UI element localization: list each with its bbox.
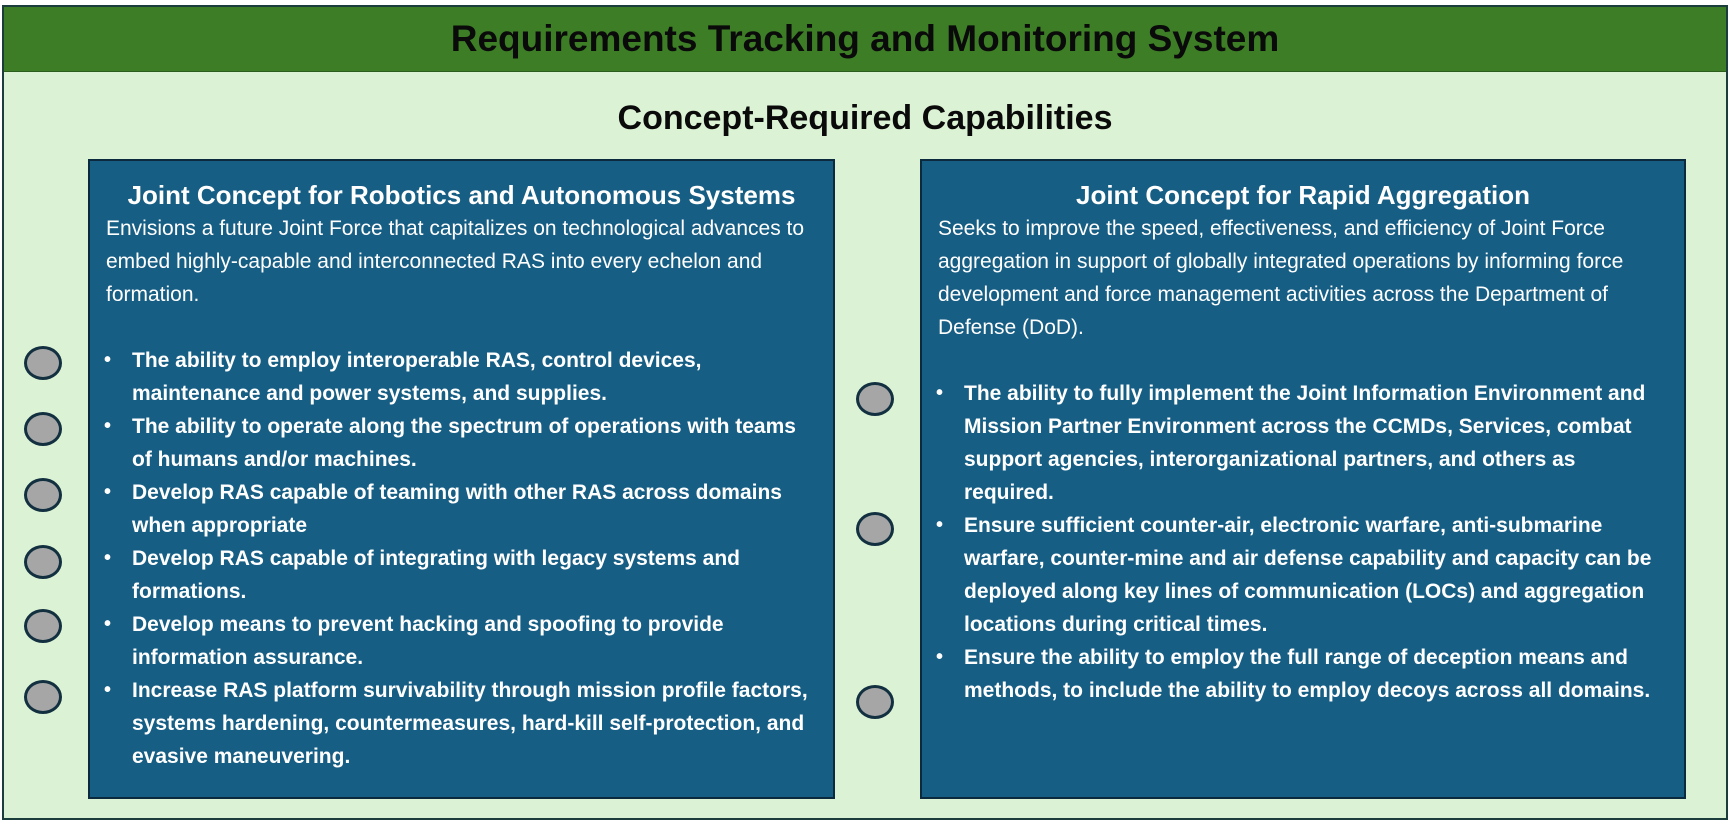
capability-item	[936, 377, 1670, 509]
capability-item	[104, 608, 819, 674]
capability-text: Ensure sufficient counter-air, electronic warfare, anti-submarine warfare, counter-mine and air defense capability and capacity can be deployed along key lines of communication (LOCs) and aggregation locations during critical times.	[964, 514, 1652, 636]
capability-item	[936, 509, 1670, 641]
bullet-icon: •	[104, 547, 112, 569]
section-title: Concept-Required Capabilities	[617, 99, 1113, 137]
capability-item	[104, 674, 819, 773]
bullet-icon: •	[104, 481, 112, 503]
app-window	[2, 5, 1728, 820]
panel-description: Envisions a future Joint Force that capitalizes on technological advances to embed highly-capable and interconnected RAS into every echelon and formation.	[106, 217, 805, 306]
status-marker-icon[interactable]	[24, 680, 62, 714]
capability-text: Develop RAS capable of integrating with legacy systems and formations.	[132, 547, 740, 603]
capability-text: Ensure the ability to employ the full range of deception means and methods, to include the ability to employ decoys across all domains.	[964, 646, 1651, 702]
capability-item	[104, 410, 819, 476]
app-title: Requirements Tracking and Monitoring System	[450, 18, 1280, 59]
capability-text: The ability to fully implement the Joint Information Environment and Mission Partner Environment across the CCMDs, Services, combat support agencies, interorganizational partners, and others as required.	[964, 382, 1646, 504]
bullet-icon: •	[936, 382, 944, 404]
status-marker-icon[interactable]	[856, 382, 894, 416]
bullet-icon: •	[104, 349, 112, 371]
bullet-icon: •	[104, 415, 112, 437]
capability-item	[104, 542, 819, 608]
capability-text: The ability to employ interoperable RAS, control devices, maintenance and power systems, and supplies.	[132, 349, 702, 405]
status-marker-icon[interactable]	[24, 478, 62, 512]
capability-list	[936, 377, 1670, 707]
panel-title: Joint Concept for Robotics and Autonomous Systems	[127, 180, 796, 210]
capability-list	[104, 344, 819, 773]
concept-panel-rapid-aggregation	[920, 159, 1686, 799]
capability-text: The ability to operate along the spectrum of operations with teams of humans and/or machines.	[132, 415, 796, 471]
capability-text: Develop means to prevent hacking and spoofing to provide information assurance.	[132, 613, 724, 669]
bullet-icon: •	[104, 679, 112, 701]
capability-text: Develop RAS capable of teaming with other RAS across domains when appropriate	[132, 481, 782, 537]
bullet-icon: •	[104, 613, 112, 635]
status-marker-icon[interactable]	[24, 609, 62, 643]
capability-item	[104, 344, 819, 410]
status-marker-icon[interactable]	[856, 512, 894, 546]
status-marker-icon[interactable]	[24, 545, 62, 579]
capability-item	[104, 476, 819, 542]
bullet-icon: •	[936, 514, 944, 536]
status-marker-icon[interactable]	[24, 346, 62, 380]
concept-panel-robotics	[88, 159, 835, 799]
status-marker-icon[interactable]	[24, 412, 62, 446]
bullet-icon: •	[936, 646, 944, 668]
capability-text: Increase RAS platform survivability through mission profile factors, systems hardening, countermeasures, hard-kill self-protection, and evasive maneuvering.	[132, 679, 808, 768]
panel-title: Joint Concept for Rapid Aggregation	[1075, 180, 1531, 210]
status-marker-icon[interactable]	[856, 685, 894, 719]
capability-item	[936, 641, 1670, 707]
panel-description: Seeks to improve the speed, effectiveness, and efficiency of Joint Force aggregation in support of globally integrated operations by informing force development and force management activities across the Department of Defense (DoD).	[938, 217, 1624, 339]
header-bar	[4, 7, 1726, 72]
